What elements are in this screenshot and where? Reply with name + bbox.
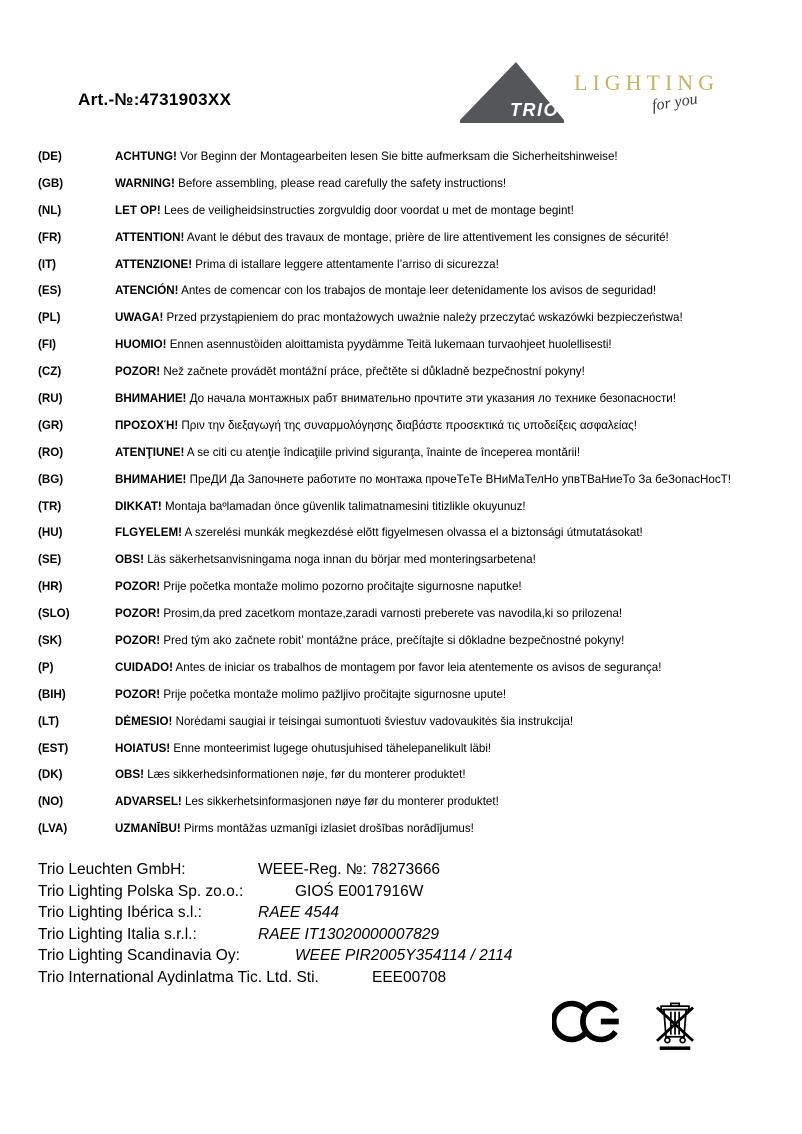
warning-message: Enne monteerimist lugege ohutusjuhised tähelepanelikult läbi! — [170, 741, 492, 755]
warning-text — [115, 338, 612, 351]
trio-wordmark: TRIO — [510, 100, 559, 120]
warning-keyword: POZOR! — [115, 634, 161, 648]
warning-row — [38, 661, 784, 688]
warning-message: Montaja baºlamadan önce güvenlik talimatnamesini titizlikle okuyunuz! — [161, 499, 526, 513]
warning-message: Vor Beginn der Montagearbeiten lesen Sie bitte aufmerksam die Sicherheitshinweise! — [176, 150, 618, 163]
warning-message: Before assembling, please read carefully the safety instructions! — [174, 176, 507, 190]
warning-text — [115, 661, 661, 674]
language-code: (CZ) — [38, 365, 62, 379]
warning-keyword: HOIATUS! — [115, 741, 171, 755]
warning-message: Avant le début des travaux de montage, prière de lire attentivement les consignes de sécurité! — [184, 230, 669, 244]
warning-text — [115, 258, 499, 271]
company-name: Trio Leuchten GmbH: — [38, 861, 186, 878]
trio-logo — [460, 58, 740, 132]
language-code: (GR) — [38, 418, 64, 432]
footer-row — [38, 925, 439, 948]
language-code: (PL) — [38, 311, 61, 325]
language-code: (ES) — [38, 284, 62, 298]
language-code: (SLO) — [38, 607, 70, 621]
warning-row — [38, 311, 784, 338]
language-code: (DK) — [38, 768, 63, 782]
warning-row — [38, 607, 784, 634]
warning-text — [115, 768, 466, 781]
footer-row — [38, 861, 441, 883]
warning-text — [115, 822, 474, 835]
warning-message: Než začnete provádět montážní práce, přečtěte si důkladně bezpečnostní pokyny! — [160, 365, 585, 379]
warning-row — [38, 526, 784, 553]
warning-message: Les sikkerhetsinformasjonen nøye før du monterer produktet! — [181, 795, 499, 809]
warning-keyword: ATENCIÓN! — [115, 284, 179, 298]
warning-keyword: ATTENZIONE! — [115, 257, 193, 271]
warning-message: Πριν την διεξαγωγή της συναρμολόγησης διαβάστε προσεκτικά τις υποδείξεις ασφαλείας! — [178, 418, 637, 432]
warning-row — [38, 822, 784, 849]
warning-row — [38, 500, 784, 527]
warning-row — [38, 419, 784, 446]
warning-keyword: ВНИМАНИЕ! — [115, 392, 187, 406]
warning-message: Norėdami saugiai ir teisingai sumontuoti šviestuv vadovaukitės šia instrukcija! — [172, 714, 574, 728]
warning-text — [115, 607, 622, 620]
warning-row — [38, 284, 784, 311]
warning-row — [38, 473, 784, 500]
warning-keyword: UWAGA! — [115, 311, 164, 325]
warning-row — [38, 742, 784, 769]
warning-keyword: ΠΡΟΣΟΧΉ! — [115, 418, 179, 432]
warning-text — [115, 500, 526, 513]
language-code: (TR) — [38, 499, 62, 513]
language-code: (GB) — [38, 176, 64, 190]
warning-keyword: POZOR! — [115, 687, 161, 701]
language-code: (RU) — [38, 392, 63, 406]
footer-row — [38, 882, 424, 905]
warning-row — [38, 365, 784, 392]
warning-text — [115, 284, 656, 297]
warning-text — [115, 446, 580, 459]
warning-keyword: ВНИМАНИЕ! — [115, 472, 187, 486]
warning-row — [38, 258, 784, 285]
warning-message: Ennen asennustöiden aloittamista pyydämme Teitä lukemaan turvaohjeet huolellisesti! — [166, 338, 612, 352]
warning-text — [115, 553, 536, 566]
warning-row — [38, 392, 784, 419]
warning-row — [38, 715, 784, 742]
language-code: (BIH) — [38, 687, 66, 701]
language-code: (DE) — [38, 150, 62, 163]
warning-message: Przed przystąpieniem do prac montażowych uważnie należy przeczytać wskazówki bezpieczeństwa! — [163, 311, 683, 325]
warning-keyword: POZOR! — [115, 607, 161, 621]
warning-keyword: WARNING! — [115, 176, 175, 190]
warning-text — [115, 204, 574, 217]
language-code: (P) — [38, 660, 54, 674]
warning-keyword: DĖMESIO! — [115, 714, 173, 728]
language-code: (EST) — [38, 741, 69, 755]
compliance-marks — [552, 1000, 696, 1052]
lighting-wordmark: LIGHTING — [574, 70, 720, 95]
warnings-list — [38, 150, 784, 849]
footer-row — [38, 904, 339, 926]
registration-number: RAEE IT13020000007829 — [258, 925, 439, 943]
warning-row — [38, 553, 784, 580]
warning-keyword: POZOR! — [115, 365, 161, 379]
warning-keyword: ATENŢIUNE! — [115, 445, 185, 459]
warning-message: Pred tým ako začnete robit’ montážne práce, prečítajte si dôkladne bezpečnostné pokyny! — [160, 634, 625, 648]
warning-message: Pirms montāžas uzmanīgi izlasiet drošības norādījumus! — [180, 822, 474, 836]
warning-message: Antes de comencar con los trabajos de montaje leer detenidamente los avisos de seguridad! — [178, 284, 657, 298]
warning-message: Prima di istallare leggere attentamente l’arriso di sicurezza! — [192, 257, 499, 271]
company-name: Trio International Aydinlatma Tic. Ltd. Sti. — [38, 968, 319, 986]
language-code: (HR) — [38, 580, 63, 594]
warning-message: До начала монтажных рабт внимательно прочтите эти указания ло технике безопасности! — [186, 392, 677, 406]
warning-row — [38, 795, 784, 822]
warning-keyword: OBS! — [115, 553, 144, 567]
registration-number: WEEE PIR2005Y354114 / 2114 — [295, 947, 513, 965]
weee-bin-icon — [654, 1002, 696, 1052]
warning-keyword: LET OP! — [115, 203, 161, 217]
warning-text — [115, 580, 522, 593]
footer-row — [38, 947, 513, 969]
language-code: (BG) — [38, 472, 64, 486]
language-code: (FI) — [38, 338, 57, 352]
warning-text — [115, 419, 637, 432]
warning-text — [115, 634, 624, 647]
language-code: (IT) — [38, 257, 57, 271]
language-code: (HU) — [38, 526, 63, 540]
warning-keyword: DIKKAT! — [115, 499, 162, 513]
warning-row — [38, 580, 784, 607]
warning-keyword: ACHTUNG! — [115, 150, 177, 163]
warning-message: Læs sikkerhedsinformationen nøje, før du monterer produktet! — [143, 768, 466, 782]
warning-message: Antes de iniciar os trabalhos de montagem por favor leia atentemente os avisos de segurança! — [172, 660, 662, 674]
warning-text — [115, 526, 643, 539]
warning-row — [38, 768, 784, 795]
company-name: Trio Lighting Ibérica s.l.: — [38, 904, 202, 922]
warning-row — [38, 231, 784, 258]
warning-row — [38, 446, 784, 473]
company-name: Trio Lighting Italia s.r.l.: — [38, 925, 197, 943]
warning-message: ПреДИ Да Започнете работите по монтажа прочеТеТе ВНиМаТелНо упвТВаНиеТо За беЗопасНосТ! — [186, 472, 731, 486]
language-code: (SK) — [38, 634, 62, 648]
warning-keyword: OBS! — [115, 768, 144, 782]
language-code: (NO) — [38, 795, 64, 809]
footer-row — [38, 968, 447, 991]
warning-text — [115, 742, 491, 755]
company-name: Trio Lighting Polska Sp. zo.o.: — [38, 882, 244, 900]
warning-text — [115, 150, 618, 163]
language-code: (SE) — [38, 553, 62, 567]
warning-row — [38, 688, 784, 715]
warning-keyword: POZOR! — [115, 580, 161, 594]
warning-keyword: UZMANĪBU! — [115, 822, 181, 836]
warning-message: A szerelési munkák megkezdésė elõtt figyelmesen olvassa el a biztonsági útmutatásokat! — [181, 526, 643, 540]
warning-row — [38, 177, 784, 204]
language-code: (FR) — [38, 230, 62, 244]
article-number: Art.-№:4731903XX — [78, 90, 232, 109]
warning-text — [115, 311, 683, 324]
warning-row — [38, 634, 784, 661]
registration-number: GIOŚ E0017916W — [295, 882, 424, 900]
warning-message: Läs säkerhetsanvisningama noga innan du börjar med monteringsarbetena! — [143, 553, 536, 567]
warning-keyword: CUIDADO! — [115, 660, 173, 674]
warning-message: Prosim,da pred zacetkom montaze,zaradi varnosti preberete vas navodila,ki so prilozena! — [160, 607, 623, 621]
language-code: (RO) — [38, 445, 64, 459]
warning-keyword: HUOMIO! — [115, 338, 167, 352]
warning-text — [115, 715, 573, 728]
warning-message: Lees de veiligheidsinstructies zorgvuldig door voordat u met de montage begint! — [160, 203, 574, 217]
warning-text — [115, 392, 676, 405]
language-code: (LT) — [38, 714, 60, 728]
language-code: (NL) — [38, 203, 62, 217]
warning-text — [115, 365, 585, 378]
trio-triangle-icon — [460, 58, 568, 130]
company-name: Trio Lighting Scandinavia Oy: — [38, 947, 240, 965]
registration-number: WEEE-Reg. №: 78273666 — [258, 861, 441, 878]
warning-row — [38, 204, 784, 231]
warning-text — [115, 688, 506, 701]
warning-message: Prije početka montaže molimo pozorno pročitajte sigurnosne naputke! — [160, 580, 522, 594]
warning-text — [115, 795, 499, 808]
ce-mark-icon — [552, 1000, 622, 1043]
registration-number: RAEE 4544 — [258, 904, 339, 922]
warning-text — [115, 473, 731, 486]
warning-text — [115, 231, 669, 244]
warning-keyword: ADVARSEL! — [115, 795, 182, 809]
warning-text — [115, 177, 506, 190]
foryou-tagline: for you — [650, 90, 699, 115]
warning-keyword: ATTENTION! — [115, 230, 185, 244]
company-registrations — [38, 861, 513, 991]
warning-row — [38, 150, 784, 177]
registration-number: EEE00708 — [372, 968, 447, 986]
warning-row — [38, 338, 784, 365]
warning-message: Prije početka montaže molimo pažljivo pročitajte sigurnosne upute! — [160, 687, 507, 701]
language-code: (LVA) — [38, 822, 68, 836]
warning-message: A se citi cu atenţie îndicaţiile privind siguranţa, înainte de începerea montării! — [184, 445, 581, 459]
warning-keyword: FLGYELEM! — [115, 526, 182, 540]
